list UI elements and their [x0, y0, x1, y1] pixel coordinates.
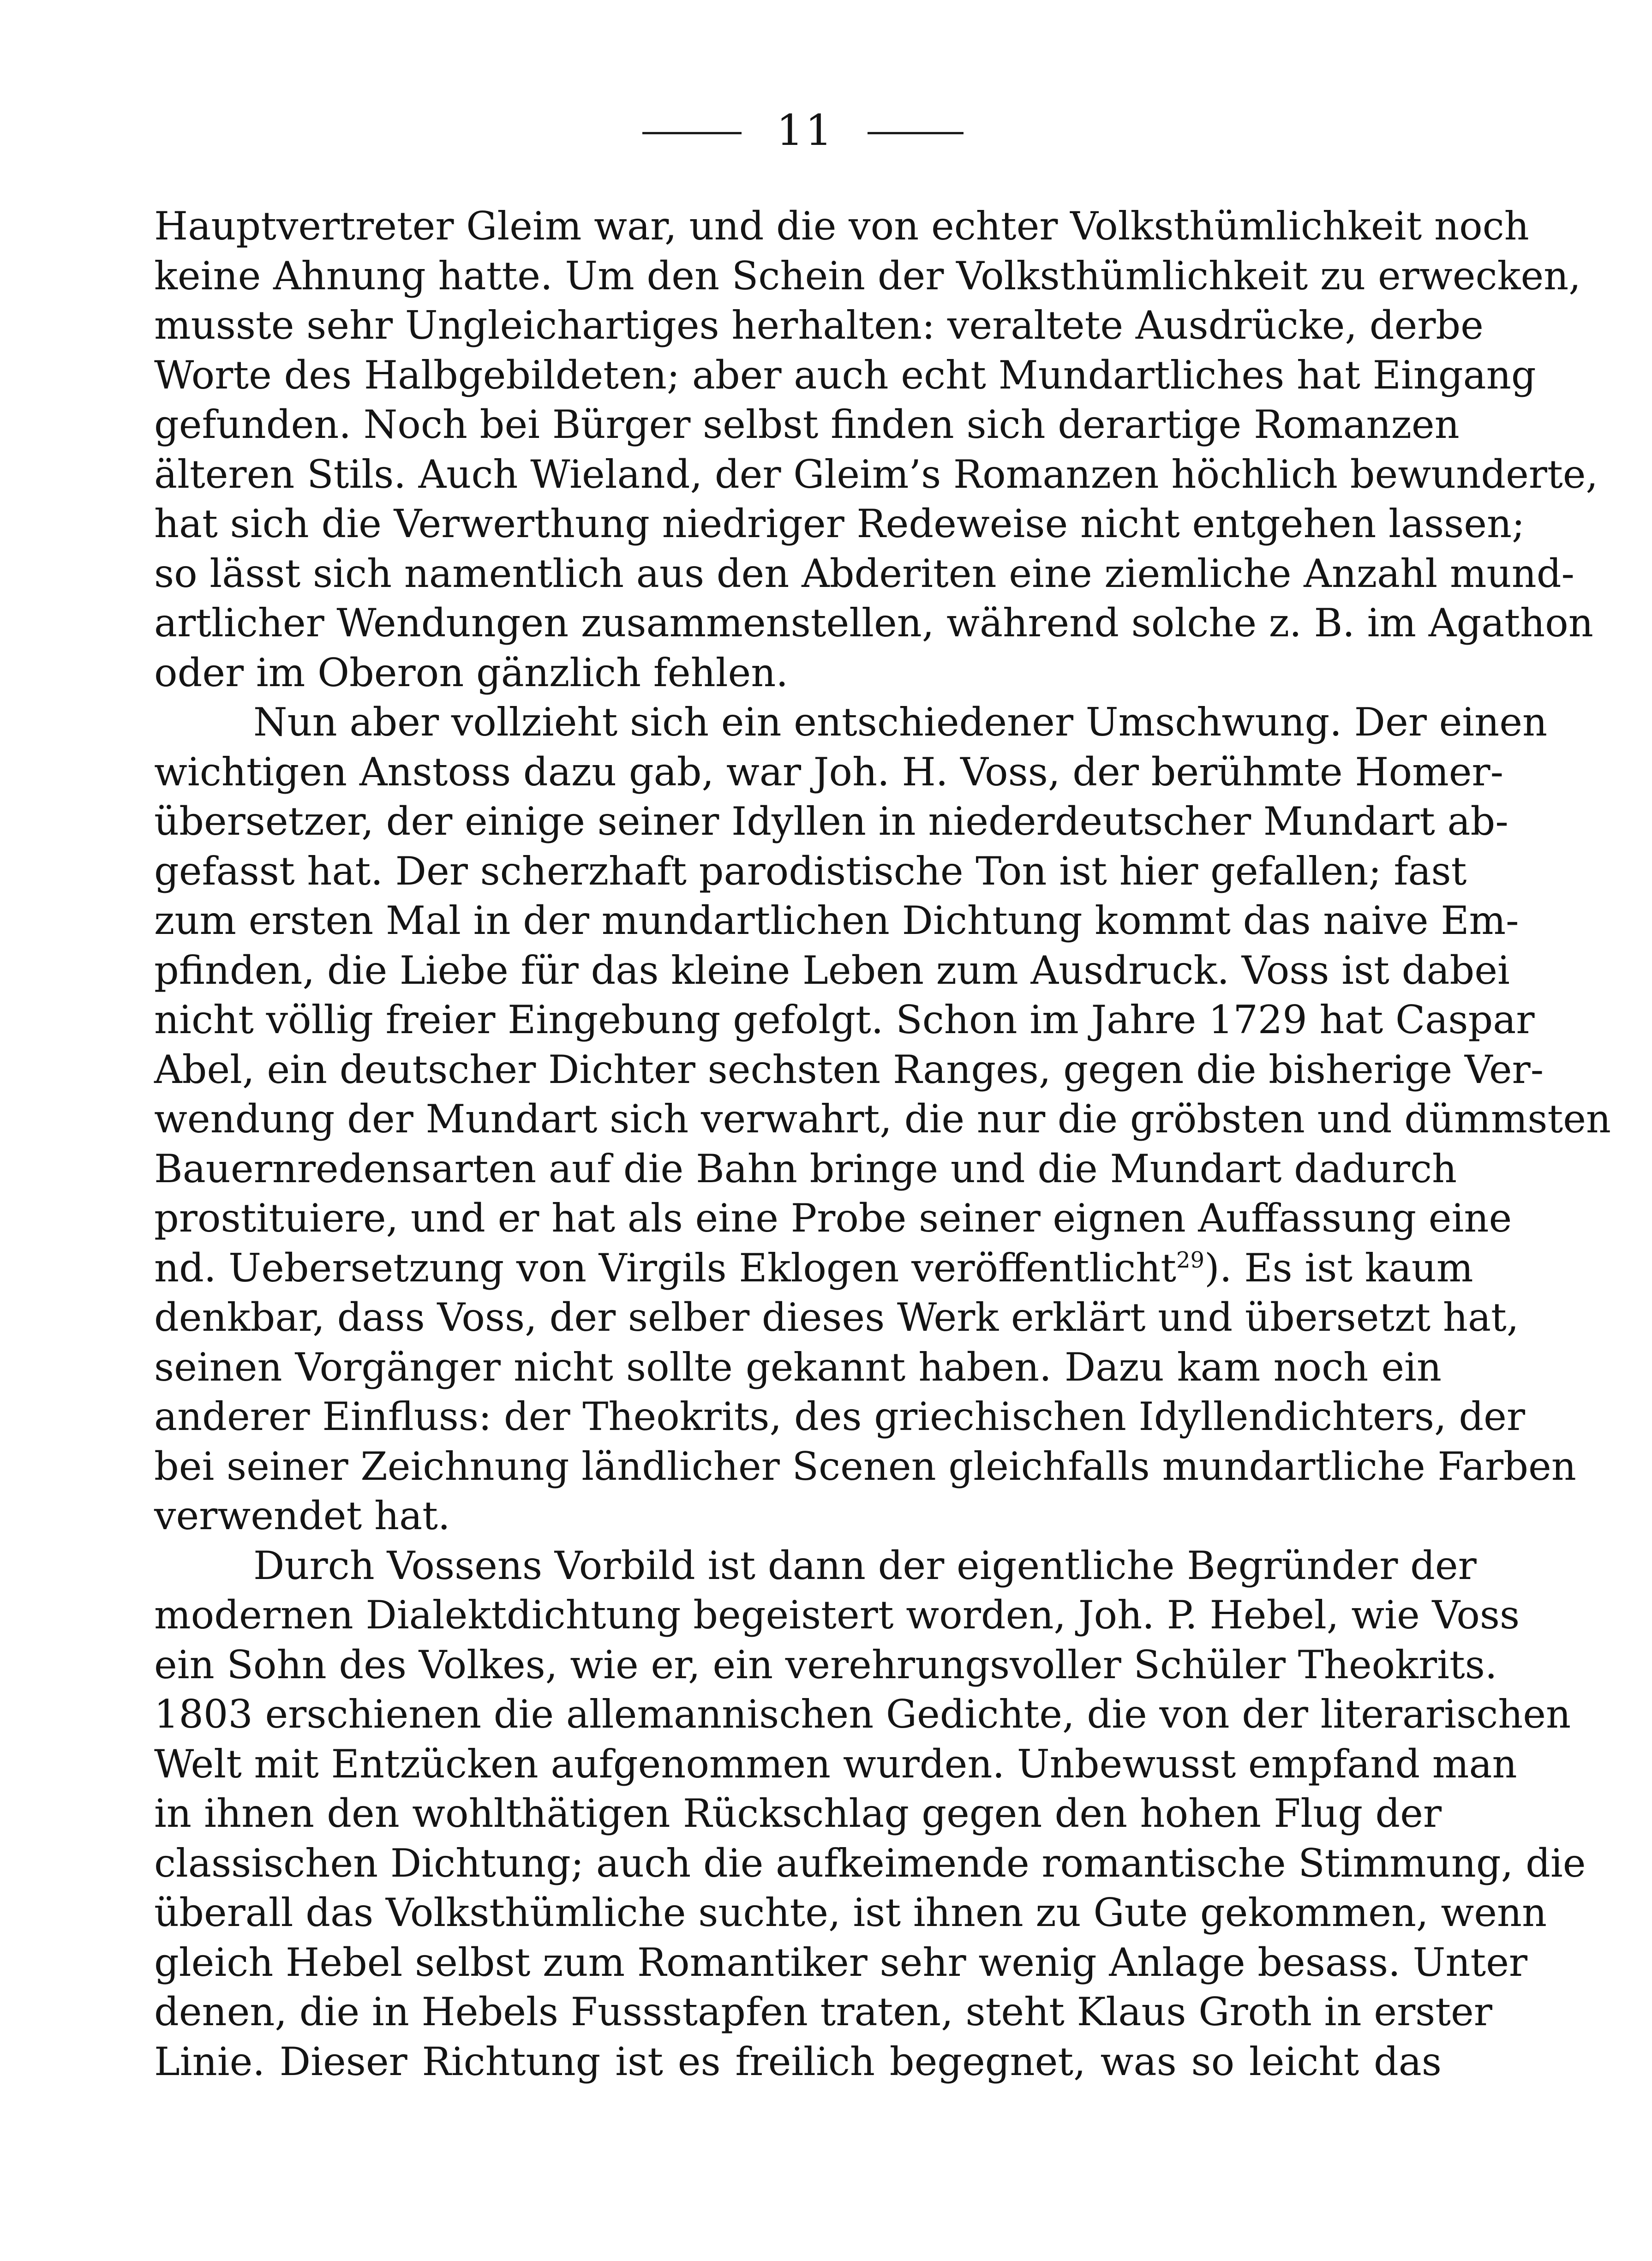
text-line-segment: nd. Uebersetzung von Virgils Eklogen veröffentlicht — [154, 1245, 1176, 1291]
text-line: gefunden. Noch bei Bürger selbst finden sich derartige Romanzen — [154, 402, 1460, 447]
text-line: Bauernredensarten auf die Bahn bringe und die Mundart dadurch — [154, 1146, 1457, 1191]
text-line: 1803 erschienen die allemannischen Gedichte, die von der literarischen — [154, 1692, 1571, 1737]
body-text — [154, 202, 1611, 2087]
text-line: Linie. Dieser Richtung ist es freilich begegnet, was so leicht das — [154, 2039, 1442, 2084]
header-rule-right — [868, 132, 964, 134]
text-line: Hauptvertreter Gleim war, und die von echter Volksthümlichkeit noch — [154, 203, 1529, 249]
text-line: bei seiner Zeichnung ländlicher Scenen gleichfalls mundartliche Farben — [154, 1443, 1576, 1489]
text-line: Welt mit Entzücken aufgenommen wurden. Unbewusst empfand man — [154, 1741, 1517, 1787]
text-line: artlicher Wendungen zusammenstellen, während solche z. B. im Agathon — [154, 600, 1593, 646]
text-line: prostituiere, und er hat als eine Probe seiner eignen Auffassung eine — [154, 1196, 1512, 1241]
text-line: Abel, ein deutscher Dichter sechsten Ranges, gegen die bisherige Ver- — [154, 1047, 1544, 1092]
text-line: überall das Volksthümliche suchte, ist ihnen zu Gute gekommen, wenn — [154, 1890, 1547, 1935]
text-line-with-footnote — [154, 1244, 1473, 1293]
text-line: verwendet hat. — [154, 1493, 450, 1538]
text-line-segment: ). Es ist kaum — [1204, 1245, 1473, 1291]
text-line: Durch Vossens Vorbild ist dann der eigentliche Begründer der — [253, 1543, 1477, 1588]
text-line: denkbar, dass Voss, der selber dieses Werk erklärt und übersetzt hat, — [154, 1295, 1519, 1340]
text-line: übersetzer, der einige seiner Idyllen in niederdeutscher Mundart ab- — [154, 799, 1508, 844]
text-line: seinen Vorgänger nicht sollte gekannt haben. Dazu kam noch ein — [154, 1344, 1442, 1390]
text-line: pfinden, die Liebe für das kleine Leben zum Ausdruck. Voss ist dabei — [154, 947, 1510, 993]
text-line: musste sehr Ungleichartiges herhalten: veraltete Ausdrücke, derbe — [154, 303, 1484, 348]
page-header — [0, 105, 1652, 156]
page-number: 11 — [776, 106, 834, 155]
text-line: denen, die in Hebels Fussstapfen traten, steht Klaus Groth in erster — [154, 1989, 1492, 2034]
text-line: ein Sohn des Volkes, wie er, ein verehrungsvoller Schüler Theokrits. — [154, 1642, 1497, 1687]
text-line: wendung der Mundart sich verwahrt, die nur die gröbsten und dümmsten — [154, 1096, 1611, 1142]
text-line: so lässt sich namentlich aus den Abderiten eine ziemliche Anzahl mund- — [154, 550, 1574, 596]
text-line: Worte des Halbgebildeten; aber auch echt Mundartliches hat Eingang — [154, 352, 1536, 398]
text-line: wichtigen Anstoss dazu gab, war Joh. H. Voss, der berühmte Homer- — [154, 749, 1503, 795]
text-line: modernen Dialektdichtung begeistert worden, Joh. P. Hebel, wie Voss — [154, 1592, 1520, 1638]
text-line: gleich Hebel selbst zum Romantiker sehr wenig Anlage besass. Unter — [154, 1939, 1528, 1985]
text-line: in ihnen den wohlthätigen Rückschlag gegen den hohen Flug der — [154, 1791, 1442, 1836]
text-line: nicht völlig freier Eingebung gefolgt. Schon im Jahre 1729 hat Caspar — [154, 997, 1535, 1042]
text-line: Nun aber vollzieht sich ein entschiedener Umschwung. Der einen — [253, 700, 1548, 745]
footnote-reference: 29 — [1176, 1247, 1205, 1273]
text-line: älteren Stils. Auch Wieland, der Gleim’s Romanzen höchlich bewunderte, — [154, 451, 1598, 497]
text-line: anderer Einfluss: der Theokrits, des griechischen Idyllendichters, der — [154, 1394, 1526, 1439]
text-line: gefasst hat. Der scherzhaft parodistische Ton ist hier gefallen; fast — [154, 848, 1467, 894]
text-line: classischen Dichtung; auch die aufkeimende romantische Stimmung, die — [154, 1840, 1586, 1886]
text-line: zum ersten Mal in der mundartlichen Dichtung kommt das naive Em- — [154, 898, 1519, 943]
header-rule-left — [642, 132, 742, 134]
text-line: hat sich die Verwerthung niedriger Redeweise nicht entgehen lassen; — [154, 501, 1525, 546]
text-line: keine Ahnung hatte. Um den Schein der Volksthümlichkeit zu erwecken, — [154, 253, 1581, 299]
text-line: oder im Oberon gänzlich fehlen. — [154, 650, 789, 695]
